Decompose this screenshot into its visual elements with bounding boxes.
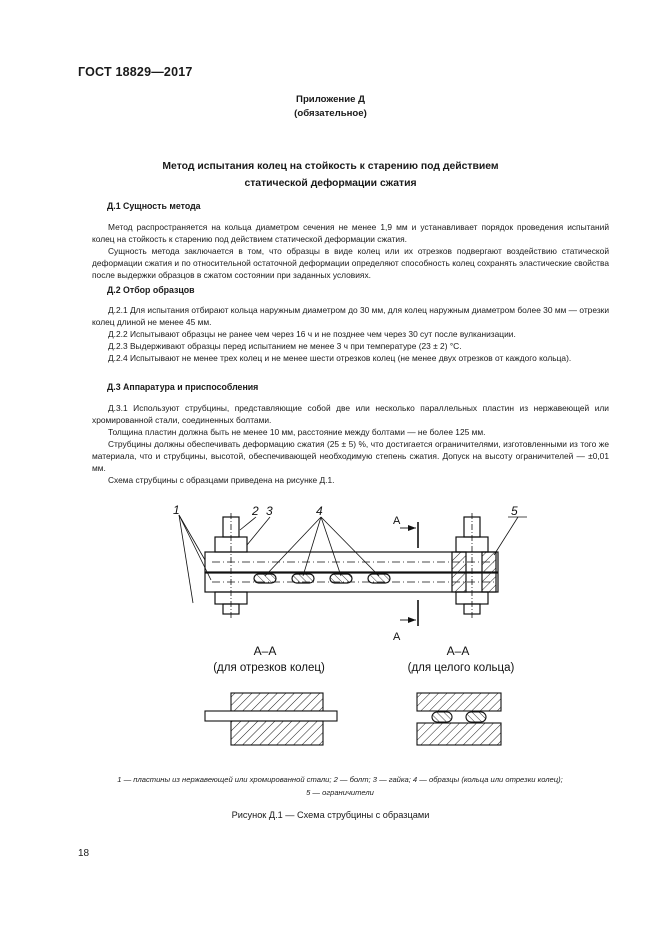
paragraph-d3-2: Толщина пластин должна быть не менее 10 мм, расстояние между болтами — не более 125 мм. (108, 427, 486, 437)
paragraph-d1-1: Метод распространяется на кольца диаметром сечения не менее 1,9 мм и устанавливает порядок проведения испытаний колец на стойкость к старению под действием статической деформации сжатия. (92, 222, 609, 245)
title-line-2: статической деформации сжатия (244, 178, 417, 189)
title-line-1: Метод испытания колец на стойкость к старению под действием (162, 161, 499, 172)
clamp-figure (0, 495, 661, 765)
paragraph-d3-4: Схема струбцины с образцами приведена на рисунке Д.1. (108, 475, 335, 485)
figure-legend (70, 773, 610, 799)
section-view-ring (417, 693, 501, 745)
page-number: 18 (78, 848, 90, 859)
paragraph-d3-1: Д.3.1 Используют струбцины, представляющие собой две или несколько параллельных пластин из нержавеющей или хромированной стали, соединенных болтами. (92, 403, 609, 426)
figure-legend-line-1: 1 — пластины из нержавеющей или хромированной стали; 2 — болт; 3 — гайка; 4 — образцы (кольца или отрезки колец); (117, 775, 563, 784)
section-mark-bottom: А (393, 631, 401, 643)
callout-4: 4 (316, 504, 323, 518)
paragraph-d2-1: Д.2.1 Для испытания отбирают кольца наружным диаметром до 30 мм, для колец наружным диаметром более 30 мм — отрезки колец длиной не менее 45 мм. (92, 305, 609, 328)
spacer-right-hatch (482, 552, 496, 592)
paragraph-d2-4: Д.2.4 Испытывают не менее трех колец и не менее шести отрезков колец (не менее двух отрезков от каждого кольца). (108, 353, 572, 363)
callout-3: 3 (266, 504, 273, 518)
paragraph-d1-2: Сущность метода заключается в том, что образцы в виде колец или их отрезков подвергают воздействию статической деформации сжатия и по относительной остаточной деформации определяют способность колец сохранять эластические свойства после выдержки образцов в сжатом состоянии при заданных условиях. (92, 246, 609, 281)
spacer-left-hatch (452, 552, 466, 592)
view-left-title: А–А (253, 644, 277, 658)
section-view-segments (205, 693, 337, 745)
document-code: ГОСТ 18829—2017 (78, 65, 193, 79)
paragraph-d3-3: Струбцины должны обеспечивать деформацию сжатия (25 ± 5) %, что достигается ограничителями, изготовленными из того же материала, что и струбцины, высотой, обеспечивающей необходимую степень сжатия. Допуск на высоту ограничителей — ±0,01 мм. (92, 439, 609, 474)
section-line-a (400, 522, 418, 626)
clamp-main-view (205, 513, 498, 618)
section-heading-d2: Д.2 Отбор образцов (107, 285, 195, 295)
callout-5: 5 (511, 504, 518, 518)
page-title (120, 158, 541, 192)
paragraph-d2-2: Д.2.2 Испытывают образцы не ранее чем через 16 ч и не позднее чем через 30 сут после вулканизации. (108, 329, 516, 339)
callout-2: 2 (252, 504, 259, 518)
paragraph-d2-3: Д.2.3 Выдерживают образцы перед испытанием не менее 3 ч при температуре (23 ± 2) °С. (108, 341, 462, 351)
view-left-subtitle: (для отрезков колец) (213, 662, 325, 674)
section-heading-d1: Д.1 Сущность метода (107, 201, 201, 211)
appendix-label: Приложение Д (296, 94, 365, 105)
appendix-status: (обязательное) (294, 108, 367, 119)
figure-caption: Рисунок Д.1 — Схема струбцины с образцами (231, 810, 430, 820)
callout-1: 1 (173, 503, 180, 517)
figure-legend-line-2: 5 — ограничители (306, 788, 374, 797)
section-mark-top: А (393, 515, 401, 527)
view-right-subtitle: (для целого кольца) (407, 662, 515, 674)
section-heading-d3: Д.3 Аппаратура и приспособления (107, 382, 259, 392)
view-right-title: А–А (446, 644, 470, 658)
